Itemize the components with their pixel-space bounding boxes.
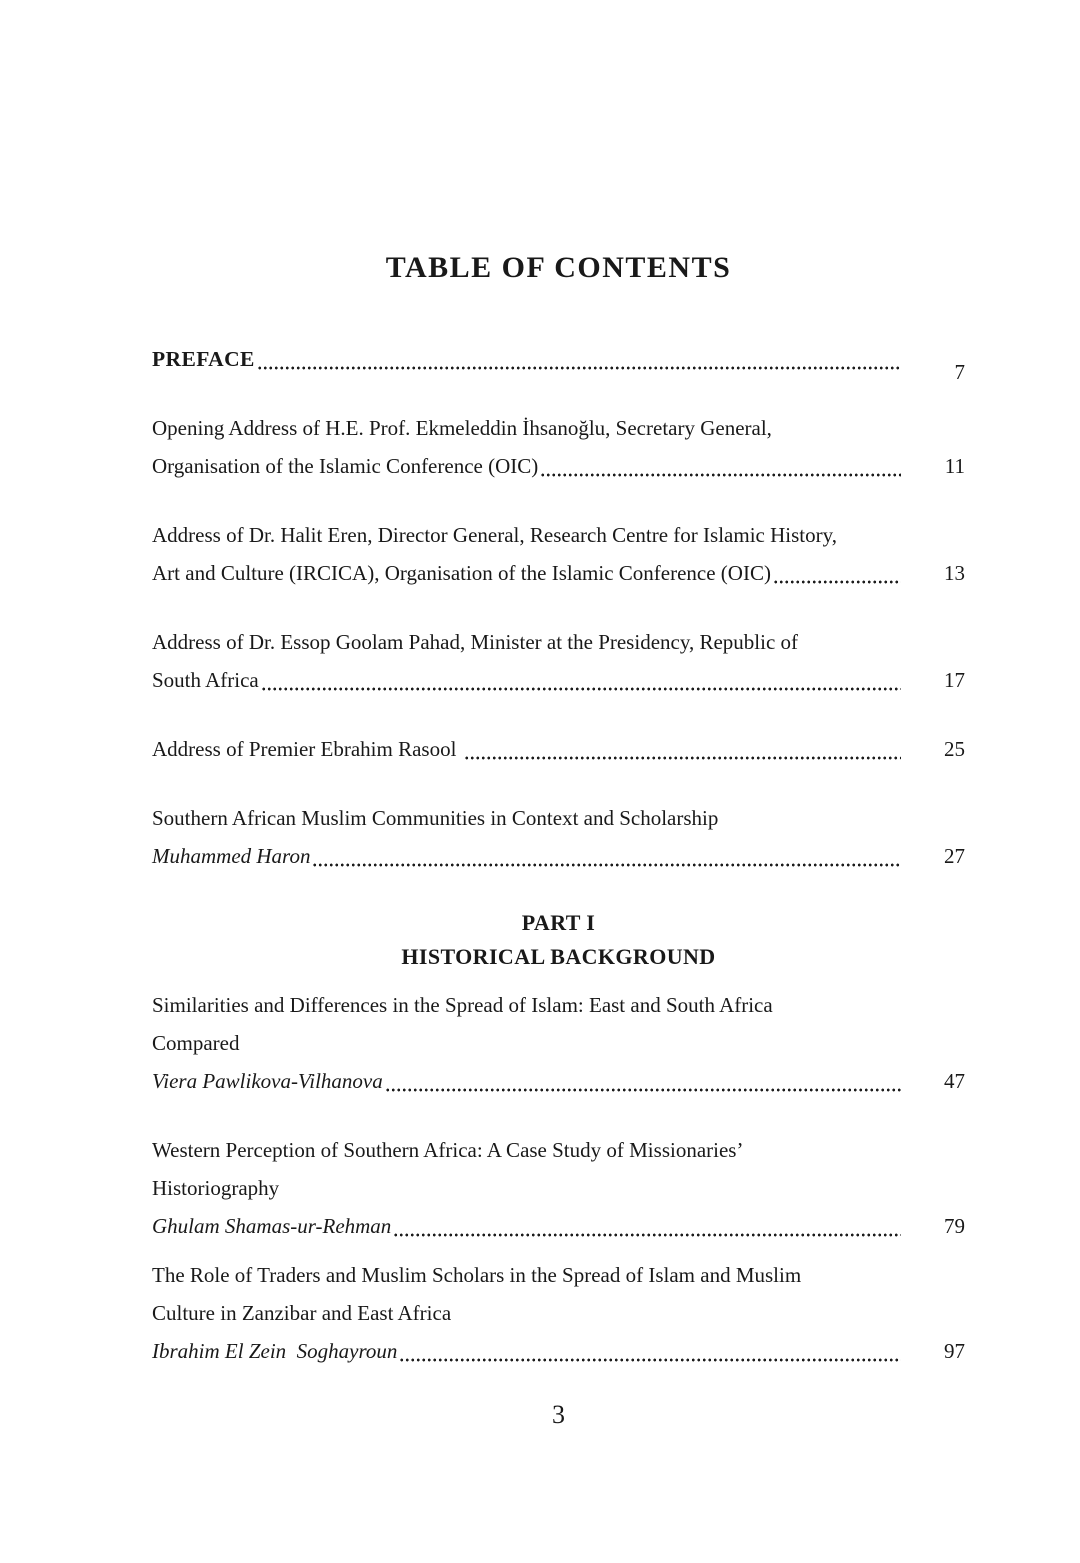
page-ref: 7 [954,360,965,384]
toc-row [152,409,965,447]
toc-row [152,1294,965,1332]
toc-row [152,1062,965,1100]
toc-entry-essop-pahad [152,623,965,699]
part-heading [152,906,965,974]
toc-row [152,1332,965,1370]
leader-dots [261,687,901,691]
page-ref: 11 [944,454,965,478]
entry-line: Culture in Zanzibar and East Africa [152,1301,452,1325]
toc-entry-muhammed-haron [152,799,965,875]
part-subtitle: HISTORICAL BACKGROUND [401,944,716,969]
entry-line: Address of Dr. Essop Goolam Pahad, Minister at the Presidency, Republic of [152,630,799,654]
entry-line: The Role of Traders and Muslim Scholars in the Spread of Islam and Muslim [152,1263,802,1287]
leader-dots [773,580,901,584]
toc-row [152,623,965,661]
entry-author: Ghulam Shamas-ur-Rehman [152,1214,392,1238]
page-ref: 97 [944,1339,965,1363]
entry-line: Art and Culture (IRCICA), Organisation of the Islamic Conference (OIC) [152,561,771,585]
footer-page-number: 3 [552,1400,565,1429]
toc-row [152,1131,965,1169]
entry-line: Opening Address of H.E. Prof. Ekmeleddin İhsanoğlu, Secretary General, [152,416,772,440]
leader-dots [393,1233,901,1237]
leader-dots [385,1088,901,1092]
leader-dots [312,863,901,867]
page-ref: 47 [944,1069,965,1093]
page-ref: 17 [944,668,965,692]
toc-row [152,447,965,485]
entry-label: PREFACE [152,347,255,371]
entry-author: Viera Pawlikova-Vilhanova [152,1069,383,1093]
leader-dots [540,473,901,477]
toc-row [152,730,965,768]
page-ref: 27 [944,844,965,868]
toc-list [0,340,1080,1370]
toc-row [152,1207,965,1245]
toc-entry-preface [152,340,965,384]
toc-row [152,340,965,384]
entry-line: South Africa [152,668,259,692]
page-title: TABLE OF CONTENTS [385,251,732,284]
entry-line: Address of Premier Ebrahim Rasool [152,737,462,761]
page-ref: 13 [944,561,965,585]
toc-row [152,554,965,592]
entry-line: Similarities and Differences in the Spread of Islam: East and South Africa [152,993,773,1017]
toc-row [152,837,965,875]
toc-entry-soghayroun [152,1256,965,1370]
entry-author: Ibrahim El Zein Soghayroun [152,1339,398,1363]
entry-line: Compared [152,1031,240,1055]
toc-entry-halit-eren [152,516,965,592]
toc-row [152,1169,965,1207]
toc-entry-rehman [152,1131,965,1245]
entry-author: Muhammed Haron [152,844,311,868]
toc-row [152,1256,965,1294]
leader-dots [257,366,901,370]
toc-entry-ebrahim-rasool [152,730,965,768]
entry-line: Southern African Muslim Communities in Context and Scholarship [152,806,719,830]
toc-row [152,1024,965,1062]
toc-entry-opening-address [152,409,965,485]
leader-dots [464,756,901,760]
leader-dots [399,1358,901,1362]
page-ref: 25 [944,737,965,761]
page-ref: 79 [944,1214,965,1238]
toc-row [152,799,965,837]
entry-line: Address of Dr. Halit Eren, Director General, Research Centre for Islamic History, [152,523,837,547]
entry-line: Organisation of the Islamic Conference (OIC) [152,454,539,478]
entry-line: Historiography [152,1176,280,1200]
entry-line: Western Perception of Southern Africa: A Case Study of Missionaries’ [152,1138,744,1162]
toc-row [152,661,965,699]
part-title: PART I [521,910,596,935]
toc-row [152,986,965,1024]
toc-row [152,516,965,554]
toc-entry-vilhanova [152,986,965,1100]
